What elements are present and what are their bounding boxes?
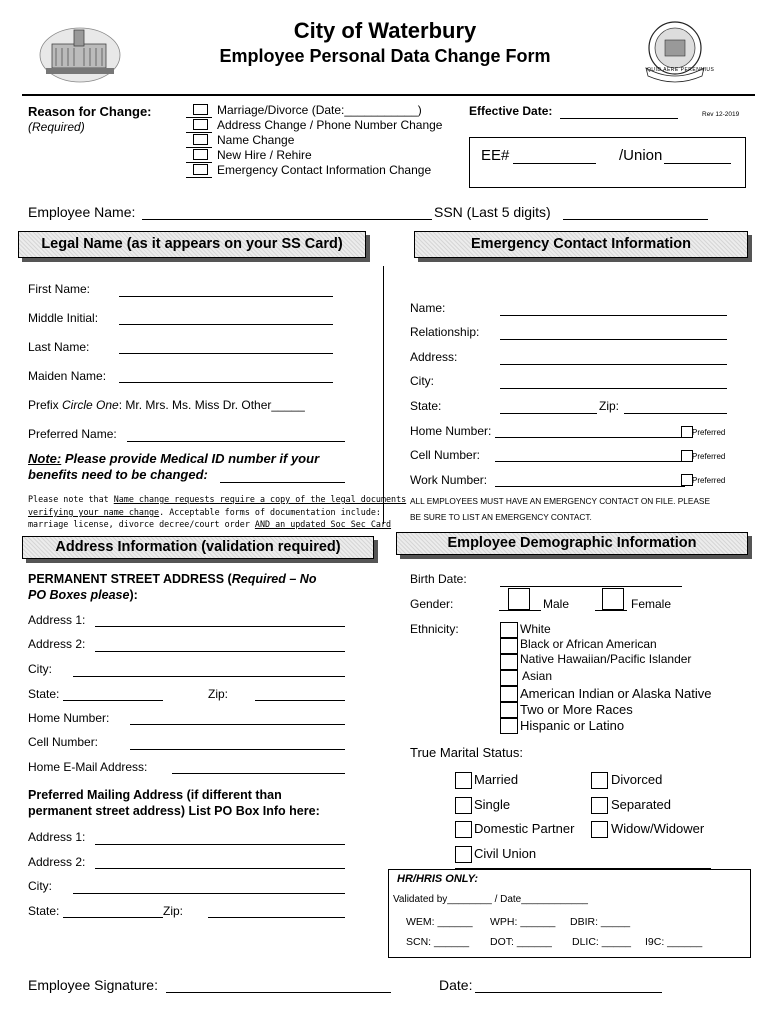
civil-union-checkbox[interactable] — [455, 846, 472, 863]
legal-name-header — [18, 231, 366, 258]
mail-address1-field[interactable] — [95, 844, 345, 845]
middle-initial-field[interactable] — [119, 324, 333, 325]
perm-c: PO Boxes please — [28, 588, 130, 602]
marital-label: True Marital Status: — [410, 745, 523, 760]
date-label: Date: — [439, 977, 473, 993]
preferred-mailing-title-2: permanent street address) List PO Box Info here: — [28, 804, 320, 818]
eth-hawaiian-label: Native Hawaiian/Pacific Islander — [520, 652, 692, 666]
maiden-name-label: Maiden Name: — [28, 369, 107, 383]
emergency-header — [414, 231, 748, 258]
female-checkbox[interactable] — [602, 588, 624, 610]
eth-hispanic-checkbox[interactable] — [500, 718, 518, 734]
eth-hawaiian-checkbox[interactable] — [500, 654, 518, 670]
ec-name-label: Name: — [410, 301, 446, 315]
middle-initial-label: Middle Initial: — [28, 311, 99, 325]
single-checkbox[interactable] — [455, 797, 472, 814]
doc-note-2a: verifying your name change — [28, 507, 160, 517]
hr-title: HR/HRIS ONLY: — [397, 873, 479, 885]
doc-note-3a: marriage license, divorce decree/court order — [28, 519, 255, 529]
hr-dlic: DLIC: _____ — [572, 936, 631, 948]
reason-required: (Required) — [28, 120, 85, 134]
demographic-header-text: Employee Demographic Information — [447, 535, 697, 551]
ssn-field[interactable] — [563, 219, 708, 220]
address2-label: Address 2: — [28, 637, 86, 651]
new-hire-checkbox[interactable] — [193, 149, 208, 160]
demographic-header — [396, 532, 748, 555]
cell-number-label: Cell Number: — [28, 735, 99, 749]
ec-work-preferred-label: Preferred — [692, 476, 726, 485]
prefix-label: Prefix — [28, 398, 63, 412]
mail-address2-label: Address 2: — [28, 855, 86, 869]
separated-checkbox[interactable] — [591, 797, 608, 814]
effective-date-label: Effective Date: — [469, 104, 553, 118]
perm-a: PERMANENT STREET ADDRESS ( — [28, 572, 232, 586]
doc-note-1a: Please note that — [28, 494, 114, 504]
hr-dot: DOT: ______ — [490, 936, 552, 948]
male-label: Male — [543, 597, 570, 611]
ee-number-field[interactable] — [513, 163, 596, 164]
ec-home-preferred-label: Preferred — [692, 428, 726, 437]
doc-note-2 — [28, 507, 381, 517]
doc-note-2b: . Acceptable forms of documentation include: — [159, 507, 381, 517]
divorced-checkbox[interactable] — [591, 772, 608, 789]
address-header-text: Address Information (validation required) — [55, 539, 341, 555]
birth-date-field[interactable] — [500, 586, 682, 587]
effective-date-field[interactable] — [560, 118, 678, 119]
hr-dbir: DBIR: _____ — [570, 916, 631, 928]
ec-cell-field[interactable] — [495, 461, 685, 462]
doc-note-1 — [28, 494, 406, 504]
perm-b: Required – No — [231, 572, 317, 586]
male-line — [499, 610, 541, 611]
employee-name-label: Employee Name: — [28, 204, 136, 220]
prefix-circle-one: Circle One — [62, 398, 119, 412]
signature-label: Employee Signature: — [28, 977, 158, 993]
emergency-header-text: Emergency Contact Information — [471, 236, 691, 252]
city-seal-logo — [640, 18, 710, 84]
cell-number-field[interactable] — [130, 749, 345, 750]
birth-date-label: Birth Date: — [410, 572, 467, 586]
city-label: City: — [28, 662, 52, 676]
union-label: /Union — [619, 147, 663, 164]
eth-asian-checkbox[interactable] — [500, 670, 518, 686]
address-change-label: Address Change / Phone Number Change — [217, 118, 443, 132]
last-name-field[interactable] — [119, 353, 333, 354]
city-field[interactable] — [73, 676, 345, 677]
mail-city-label: City: — [28, 879, 52, 893]
female-label: Female — [631, 597, 672, 611]
rev-label: Rev 12-2019 — [702, 111, 740, 118]
address1-label: Address 1: — [28, 613, 86, 627]
mail-address1-label: Address 1: — [28, 830, 86, 844]
ec-relationship-field[interactable] — [500, 339, 727, 340]
ec-home-label: Home Number: — [410, 424, 492, 438]
marriage-label: Marriage/Divorce (Date:___________) — [217, 103, 422, 117]
married-checkbox[interactable] — [455, 772, 472, 789]
ec-cell-preferred-label: Preferred — [692, 452, 726, 461]
widow-checkbox[interactable] — [591, 821, 608, 838]
ec-zip-field[interactable] — [624, 413, 727, 414]
address2-field[interactable] — [95, 651, 345, 652]
eth-black-label: Black or African American — [520, 637, 657, 651]
domestic-partner-checkbox[interactable] — [455, 821, 472, 838]
ec-state-field[interactable] — [500, 413, 597, 414]
mail-zip-field[interactable] — [208, 917, 345, 918]
prefix-line[interactable] — [28, 398, 305, 412]
address-header — [22, 536, 374, 559]
ec-city-field[interactable] — [500, 388, 727, 389]
preferred-mailing-title: Preferred Mailing Address (if different than — [28, 788, 282, 802]
married-label: Married — [474, 772, 519, 787]
ethnicity-label: Ethnicity: — [410, 622, 459, 636]
ec-notice-2: BE SURE TO LIST AN EMERGENCY CONTACT. — [410, 512, 592, 522]
name-change-label: Name Change — [217, 133, 295, 147]
doc-note-1b: Name change requests require a copy of the legal documents — [113, 494, 407, 504]
ssn-label: SSN (Last 5 digits) — [434, 204, 551, 220]
medical-note — [28, 451, 319, 466]
ec-address-field[interactable] — [500, 364, 727, 365]
hr-wph: WPH: ______ — [490, 916, 556, 928]
ec-relationship-label: Relationship: — [410, 325, 480, 339]
doc-note-3 — [28, 519, 391, 529]
marriage-checkbox[interactable] — [193, 104, 208, 115]
eth-native-label: American Indian or Alaska Native — [520, 686, 712, 701]
ec-address-label: Address: — [410, 350, 458, 364]
eth-native-checkbox[interactable] — [500, 686, 518, 702]
note-text: Please provide Medical ID number if your — [61, 451, 320, 466]
eth-two-label: Two or More Races — [520, 702, 633, 717]
medical-id-field[interactable] — [220, 482, 345, 483]
maiden-name-field[interactable] — [119, 382, 333, 383]
reason-label: Reason for Change: — [28, 104, 152, 119]
doc-note-3b: AND an updated Soc Sec Card — [254, 519, 392, 529]
employee-name-field[interactable] — [142, 219, 432, 220]
legal-name-header-text: Legal Name (as it appears on your SS Card) — [41, 236, 343, 252]
date-field[interactable] — [475, 992, 662, 993]
widow-label: Widow/Widower — [611, 821, 705, 836]
ec-work-field[interactable] — [495, 486, 685, 487]
medical-note-2: benefits need to be changed: — [28, 467, 208, 482]
header-rule — [22, 94, 755, 96]
female-line — [595, 610, 627, 611]
eth-hispanic-label: Hispanic or Latino — [520, 718, 625, 733]
last-name-label: Last Name: — [28, 340, 90, 354]
separated-label: Separated — [611, 797, 671, 812]
domestic-partner-label: Domestic Partner — [474, 821, 575, 836]
eth-two-checkbox[interactable] — [500, 702, 518, 718]
home-number-label: Home Number: — [28, 711, 110, 725]
hr-validated: Validated by________ / Date____________ — [393, 894, 588, 905]
hr-wem: WEM: ______ — [406, 916, 473, 928]
new-hire-label: New Hire / Rehire — [217, 148, 312, 162]
ec-notice-1: ALL EMPLOYEES MUST HAVE AN EMERGENCY CONTACT ON FILE. PLEASE — [410, 496, 710, 506]
zip-label: Zip: — [208, 687, 229, 701]
union-field[interactable] — [664, 163, 731, 164]
emergency-change-label: Emergency Contact Information Change — [217, 163, 432, 177]
preferred-name-field[interactable] — [127, 441, 345, 442]
signature-field[interactable] — [166, 992, 391, 993]
city-title: City of Waterbury — [293, 18, 477, 43]
ec-name-field[interactable] — [500, 315, 727, 316]
ec-work-label: Work Number: — [410, 473, 488, 487]
eth-asian-label: Asian — [522, 669, 553, 683]
mail-state-label: State: — [28, 904, 60, 918]
permanent-address-title-2 — [28, 588, 138, 602]
home-number-field[interactable] — [130, 724, 345, 725]
divorced-label: Divorced — [611, 772, 663, 787]
emergency-change-checkbox[interactable] — [193, 164, 208, 175]
mail-zip-label: Zip: — [163, 904, 184, 918]
single-label: Single — [474, 797, 511, 812]
zip-field[interactable] — [255, 700, 345, 701]
state-field[interactable] — [63, 700, 163, 701]
prefix-options: : Mr. Mrs. Ms. Miss Dr. Other_____ — [118, 398, 305, 412]
perm-d: ): — [129, 588, 138, 602]
first-name-field[interactable] — [119, 296, 333, 297]
name-change-checkbox[interactable] — [193, 134, 208, 145]
column-divider — [383, 266, 384, 524]
state-label: State: — [28, 687, 60, 701]
gender-label: Gender: — [410, 597, 454, 611]
form-title: Employee Personal Data Change Form — [219, 46, 551, 66]
ec-state-label: State: — [410, 399, 442, 413]
email-field[interactable] — [172, 773, 345, 774]
ec-zip-label: Zip: — [599, 399, 620, 413]
address-change-checkbox[interactable] — [193, 119, 208, 130]
ec-city-label: City: — [410, 374, 434, 388]
ec-cell-label: Cell Number: — [410, 448, 481, 462]
ee-number-label: EE# — [481, 147, 510, 164]
mail-state-field[interactable] — [63, 917, 163, 918]
permanent-address-title — [28, 572, 316, 586]
note-label: Note: — [28, 451, 62, 466]
ec-home-field[interactable] — [495, 437, 685, 438]
civil-union-label: Civil Union — [474, 846, 537, 861]
hr-i9c: I9C: ______ — [645, 936, 703, 948]
mail-city-field[interactable] — [73, 893, 345, 894]
first-name-label: First Name: — [28, 282, 91, 296]
address1-field[interactable] — [95, 626, 345, 627]
preferred-name-label: Preferred Name: — [28, 427, 117, 441]
seal-motto: QUID AERE PERENNIUS — [647, 67, 715, 73]
eth-white-label: White — [520, 622, 551, 636]
male-checkbox[interactable] — [508, 588, 530, 610]
email-label: Home E-Mail Address: — [28, 760, 148, 774]
eth-white-checkbox[interactable] — [500, 622, 518, 638]
hr-scn: SCN: ______ — [406, 936, 470, 948]
mail-address2-field[interactable] — [95, 868, 345, 869]
eth-black-checkbox[interactable] — [500, 638, 518, 654]
